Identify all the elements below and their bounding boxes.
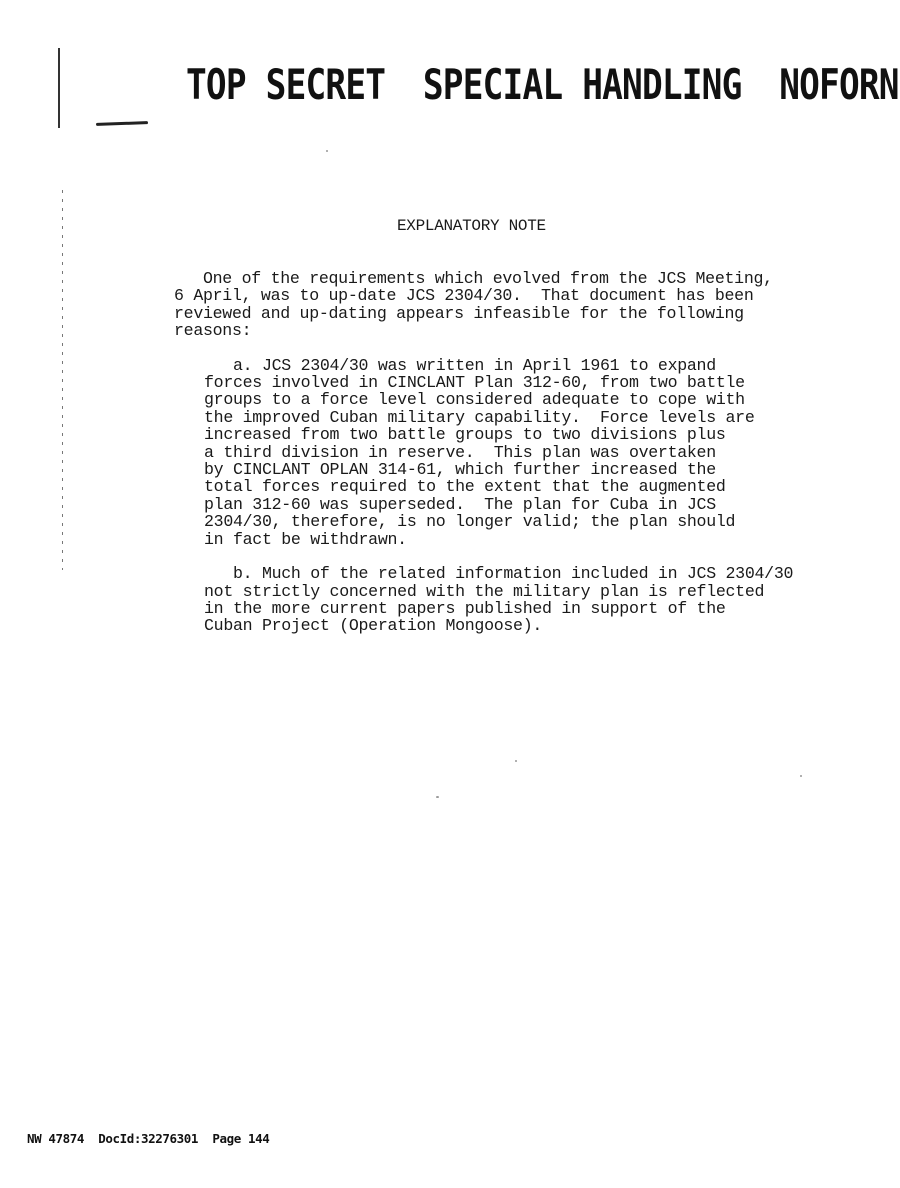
document-body	[174, 270, 824, 652]
footer-doc-id: DocId:32276301	[98, 1131, 199, 1146]
scan-speck	[515, 760, 517, 762]
classification-special-handling: SPECIAL HANDLING	[422, 60, 742, 109]
scan-speck	[326, 150, 328, 152]
margin-dotted-line	[62, 190, 63, 570]
scan-speck	[800, 775, 802, 777]
margin-line	[58, 48, 60, 128]
margin-dash-mark	[96, 121, 148, 126]
footer-page-number: Page 144	[212, 1131, 270, 1146]
classification-noforn: NOFORN	[779, 60, 899, 109]
classification-top-secret: TOP SECRET	[186, 60, 386, 109]
reason-a-paragraph: a. JCS 2304/30 was written in April 1961 to expand forces involved in CINCLANT Plan 312-60, from two battle groups to a force level considered adequate to cope with the improved Cuban military capability. Force levels are increased from two battle groups to two divisions plus a third division in reserve. This plan was overtaken by CINCLANT OPLAN 314-61, which further increased the total forces required to the extent that the augmented plan 312-60 was superseded. The plan for Cuba in JCS 2304/30, therefore, is no longer valid; the plan should in fact be withdrawn.	[204, 355, 755, 549]
document-footer	[27, 1131, 269, 1146]
intro-paragraph: One of the requirements which evolved from the JCS Meeting, 6 April, was to up-date JCS 2304/30. That document has been reviewed and up-dating appears infeasible for the following reasons:	[174, 269, 773, 341]
scan-speck	[436, 796, 439, 798]
reason-b-paragraph: b. Much of the related information included in JCS 2304/30 not strictly concerned with the military plan is reflected in the more current papers published in support of the Cuban Project (Operation Mongoose).	[204, 564, 794, 636]
document-title: EXPLANATORY NOTE	[397, 217, 546, 235]
footer-nw-number: NW 47874	[27, 1131, 85, 1146]
classification-header	[186, 60, 899, 109]
